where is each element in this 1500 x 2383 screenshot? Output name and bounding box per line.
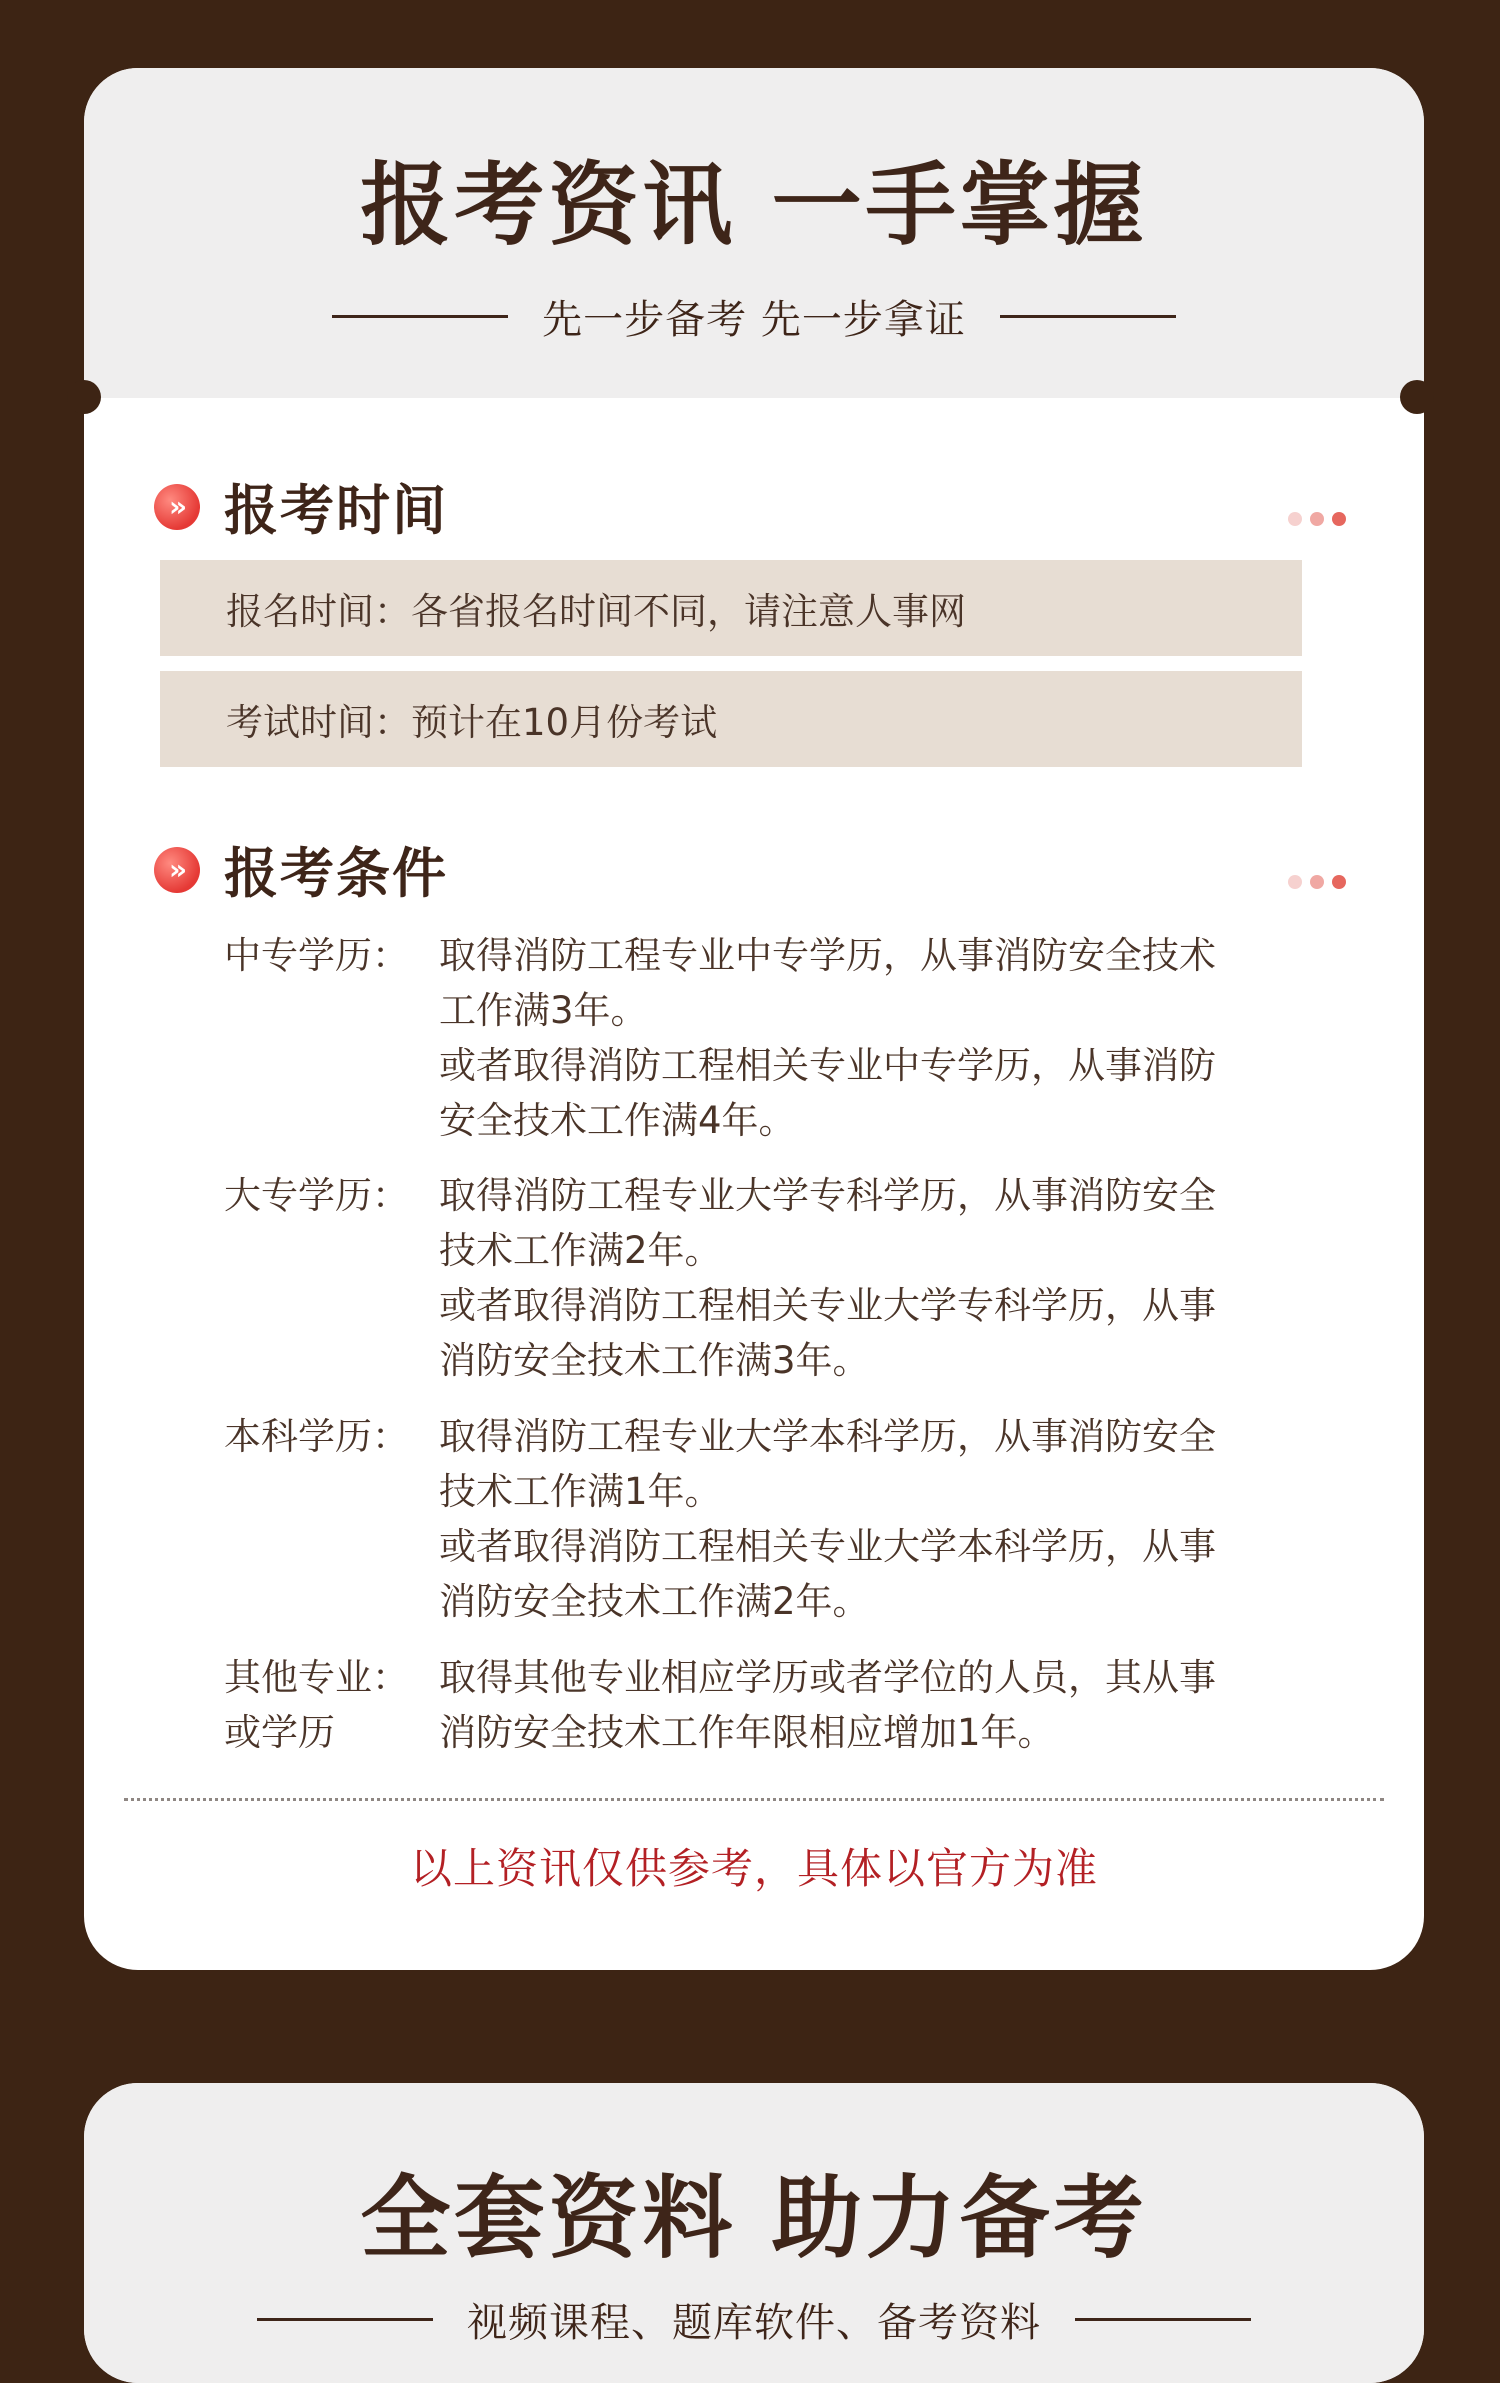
condition-line: 消防安全技术工作满3年。 [439,1339,870,1382]
condition-line: 取得消防工程专业大学专科学历，从事消防安全 [439,1174,1216,1217]
section-header-time [154,468,448,545]
exam-time-row [160,671,1302,767]
condition-item [224,928,1314,1148]
condition-item [224,1409,1314,1629]
condition-line: 安全技术工作满4年。 [439,1099,796,1142]
dotted-divider [124,1798,1384,1801]
decorative-dots [1288,875,1346,889]
divider-right [1075,2318,1251,2321]
section-header-conditions [154,831,448,908]
condition-line: 技术工作满1年。 [439,1470,722,1513]
card-notch-left [67,380,101,414]
divider-left [257,2318,433,2321]
condition-line: 消防安全技术工作年限相应增加1年。 [439,1711,1055,1754]
condition-line: 技术工作满2年。 [439,1229,722,1272]
condition-item [224,1168,1314,1388]
info-card [84,68,1424,1970]
info-card-title: 报考资讯 一手掌握 [360,152,1148,258]
materials-card-title: 全套资料 助力备考 [360,2165,1148,2271]
condition-line: 取得其他专业相应学历或者学位的人员，其从事 [439,1656,1216,1699]
condition-line: 或者取得消防工程相关专业中专学历，从事消防 [439,1044,1216,1087]
condition-label [224,1650,439,1760]
decorative-dots [1288,512,1346,526]
materials-card-subtitle: 视频课程、题库软件、备考资料 [467,2300,1041,2346]
condition-label: 大专学历： [224,1174,409,1217]
divider-left [332,315,508,318]
info-card-subtitle: 先一步备考 先一步拿证 [542,297,966,343]
card-notch-right [1400,380,1434,414]
double-chevron-icon: » [154,847,200,893]
divider-right [1000,315,1176,318]
materials-card-subtitle-row [84,2291,1424,2348]
condition-body [439,1650,1314,1760]
condition-line: 工作满3年。 [439,989,648,1032]
materials-card [84,2083,1424,2383]
registration-time-text: 报名时间：各省报名时间不同，请注意人事网 [226,590,966,633]
condition-body [439,1168,1314,1388]
section-title-conditions: 报考条件 [224,841,448,905]
condition-line: 或者取得消防工程相关专业大学专科学历，从事 [439,1284,1216,1327]
condition-item [224,1650,1314,1760]
condition-body [439,1409,1314,1629]
condition-body [439,928,1314,1148]
condition-label-line: 其他专业： [224,1656,409,1699]
exam-time-text: 考试时间：预计在10月份考试 [226,701,718,744]
info-card-subtitle-row [84,288,1424,345]
condition-label: 中专学历： [224,934,409,977]
condition-label-line: 或学历 [224,1711,335,1754]
condition-line: 取得消防工程专业大学本科学历，从事消防安全 [439,1415,1216,1458]
condition-line: 或者取得消防工程相关专业大学本科学历，从事 [439,1525,1216,1568]
materials-card-header [84,2083,1424,2383]
condition-line: 消防安全技术工作满2年。 [439,1580,870,1623]
info-card-header [84,68,1424,398]
disclaimer-note: 以上资讯仅供参考，具体以官方为准 [409,1844,1098,1893]
double-chevron-icon: » [154,484,200,530]
section-title-time: 报考时间 [224,478,448,542]
registration-time-row [160,560,1302,656]
condition-line: 取得消防工程专业中专学历，从事消防安全技术 [439,934,1216,977]
condition-label: 本科学历： [224,1415,409,1458]
